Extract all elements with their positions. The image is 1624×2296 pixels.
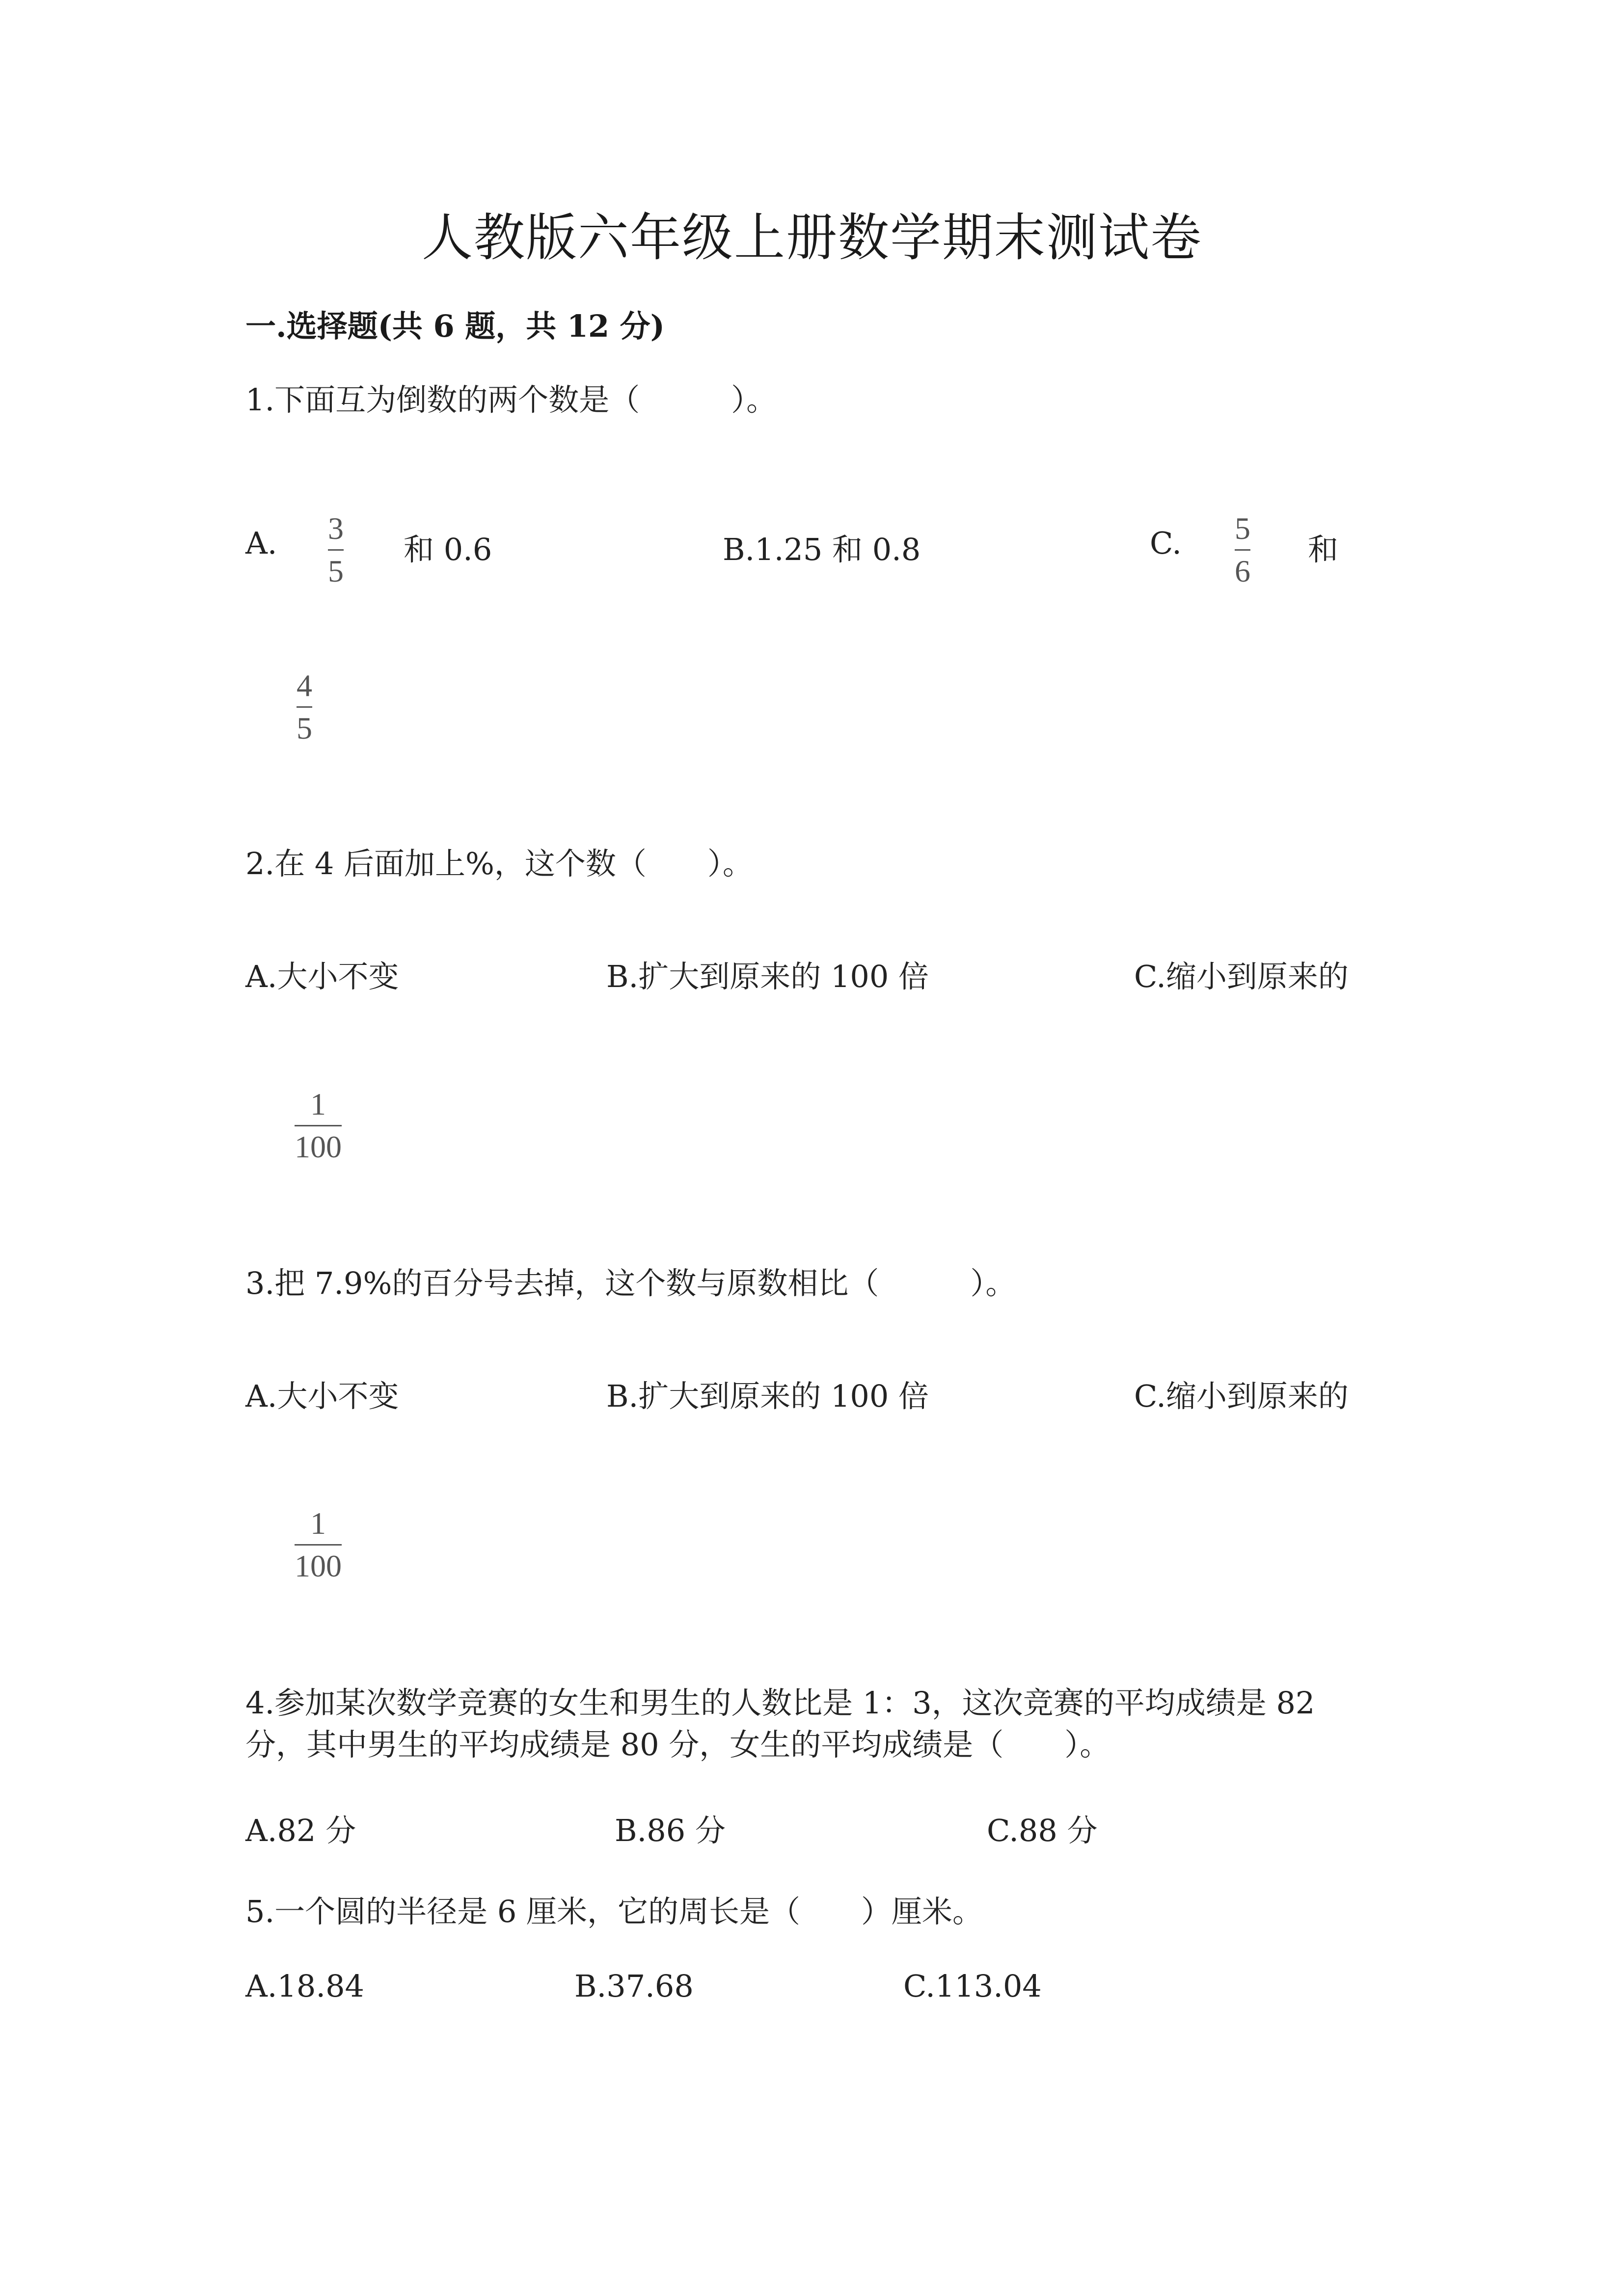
fraction-bar (297, 706, 312, 708)
question-3-option-a: A.大小不变 (245, 1378, 399, 1414)
fraction-bar (1235, 549, 1250, 551)
page-title: 人教版六年级上册数学期末测试卷 (421, 208, 1202, 267)
question-5-stem: 5.一个圆的半径是 6 厘米，它的周长是（ ）厘米。 (245, 1894, 983, 1929)
question-1-option-a-text: 和 0.6 (404, 532, 492, 567)
question-5-option-c: C.113.04 (903, 1968, 1042, 2004)
question-5-option-a: A.18.84 (245, 1968, 364, 2004)
question-1-option-c-label: C. (1150, 525, 1182, 561)
fraction-numerator: 3 (328, 511, 344, 546)
question-3-stem: 3.把 7.9%的百分号去掉，这个数与原数相比（ ）。 (245, 1265, 1016, 1301)
fraction-denominator: 100 (295, 1129, 342, 1164)
question-3-option-c-fraction (295, 1508, 342, 1582)
fraction-bar (328, 549, 344, 551)
question-4-option-a: A.82 分 (245, 1813, 356, 1848)
fraction-denominator: 5 (297, 711, 312, 746)
question-2-option-c-fraction (295, 1089, 342, 1163)
question-2-option-b: B.扩大到原来的 100 倍 (606, 959, 929, 994)
fraction-numerator: 1 (310, 1087, 326, 1121)
question-4-option-b: B.86 分 (615, 1813, 726, 1848)
question-1-option-c-fraction (1235, 513, 1250, 587)
question-1-option-a-label: A. (245, 525, 277, 561)
section-heading: 一.选择题(共 6 题，共 12 分) (245, 308, 665, 344)
question-1-option-a-fraction (328, 513, 344, 587)
question-4-option-c: C.88 分 (987, 1813, 1098, 1848)
question-1-stem: 1.下面互为倒数的两个数是（ ）。 (245, 382, 777, 418)
fraction-denominator: 100 (295, 1548, 342, 1583)
fraction-numerator: 4 (297, 668, 312, 703)
question-1-option-c-fraction-continued (297, 670, 312, 744)
question-2-stem: 2.在 4 后面加上%，这个数（ ）。 (245, 846, 753, 881)
fraction-denominator: 5 (328, 554, 344, 588)
question-3-option-b: B.扩大到原来的 100 倍 (606, 1378, 929, 1414)
question-2-option-a: A.大小不变 (245, 959, 399, 994)
question-1-option-b: B.1.25 和 0.8 (723, 532, 921, 567)
question-4-stem-line-2: 分，其中男生的平均成绩是 80 分，女生的平均成绩是（ ）。 (245, 1727, 1110, 1762)
question-1-option-c-text: 和 (1308, 532, 1339, 567)
question-5-option-b: B.37.68 (574, 1968, 694, 2004)
fraction-denominator: 6 (1235, 554, 1250, 588)
question-3-option-c: C.缩小到原来的 (1134, 1378, 1349, 1414)
fraction-bar (295, 1125, 342, 1126)
fraction-numerator: 1 (310, 1506, 326, 1541)
fraction-numerator: 5 (1235, 511, 1250, 546)
question-2-option-c: C.缩小到原来的 (1134, 959, 1349, 994)
question-4-stem-line-1: 4.参加某次数学竞赛的女生和男生的人数比是 1：3，这次竞赛的平均成绩是 82 (245, 1685, 1315, 1721)
fraction-bar (295, 1544, 342, 1546)
